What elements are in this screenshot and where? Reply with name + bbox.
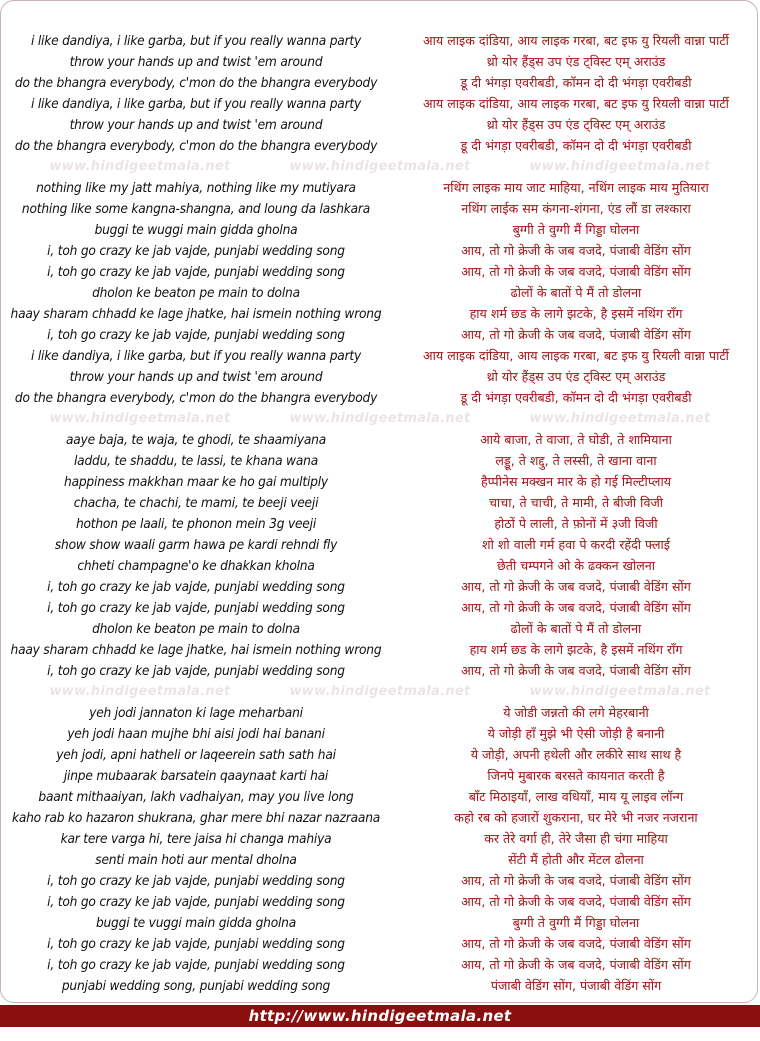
lyric-hindi: कहो रब को हजारों शुकराना, घर मेरे भी नजर नजराना	[454, 810, 698, 825]
lyric-line	[0, 534, 760, 555]
lyric-hindi: आय, तो गो क्रेजी के जब वजदे, पंजाबी वेडिंग सोंग	[461, 894, 691, 909]
lyric-hindi: आय, तो गो क्रेजी के जब वजदे, पंजाबी वेडिंग सोंग	[461, 579, 691, 594]
lyric-hindi: आय, तो गो क्रेजी के जब वजदे, पंजाबी वेडिंग सोंग	[461, 243, 691, 258]
lyric-line	[0, 51, 760, 72]
lyric-line	[0, 261, 760, 282]
lyric-hindi: बाँट मिठाइयाँ, लाख वधियाँ, माय यू लाइव लॉन्ग	[468, 789, 684, 804]
lyric-english: i, toh go crazy ke jab vajde, punjabi wedding song	[47, 326, 345, 343]
stanza	[0, 702, 760, 996]
footer-url[interactable]: http://www.hindigeetmala.net	[248, 1007, 512, 1025]
lyric-line	[0, 114, 760, 135]
lyric-line	[0, 303, 760, 324]
stanza	[0, 429, 760, 681]
lyric-hindi: बुग्गी ते वुग्गी मैं गिड्डा घोलना	[512, 222, 640, 237]
lyric-english: senti main hoti aur mental dholna	[95, 851, 297, 868]
lyric-hindi: ढोलों के बातों पे मैं तो डोलना	[510, 621, 642, 636]
lyric-english: dholon ke beaton pe main to dolna	[92, 284, 300, 301]
watermark-row	[0, 156, 760, 177]
lyric-hindi: ये जोड़ी हाँ मुझे भी ऐसी जोड़ी है बनानी	[487, 726, 665, 741]
lyric-line	[0, 618, 760, 639]
watermark-text: www.hindigeetmala.net	[529, 411, 711, 426]
lyric-line	[0, 828, 760, 849]
lyric-hindi: ये जोडी जन्नतो की लगे मेहरबानी	[503, 705, 649, 720]
watermark-text: www.hindigeetmala.net	[49, 411, 231, 426]
lyric-line	[0, 723, 760, 744]
lyric-hindi: सेंटी मैं होती और मेंटल ढोलना	[508, 852, 644, 867]
lyric-english: punjabi wedding song, punjabi wedding song	[61, 977, 331, 994]
lyric-hindi: आय लाइक दांडिया, आय लाइक गरबा, बट इफ यु रियली वान्ना पार्टी	[423, 33, 729, 48]
lyric-english: i, toh go crazy ke jab vajde, punjabi wedding song	[47, 935, 345, 952]
lyric-english: nothing like my jatt mahiya, nothing like my mutiyara	[36, 179, 356, 196]
lyric-hindi: हाय शर्म छड के लागे झटके, है इसमें नथिंग रॉंग	[469, 642, 683, 657]
lyric-english: i, toh go crazy ke jab vajde, punjabi wedding song	[47, 956, 345, 973]
lyric-line	[0, 660, 760, 681]
lyric-hindi: हाय शर्म छड के लागे झटके, है इसमें नथिंग रॉंग	[469, 306, 683, 321]
lyric-english: yeh jodi haan mujhe bhi aisi jodi hai banani	[67, 725, 325, 742]
lyric-hindi: आय, तो गो क्रेजी के जब वजदे, पंजाबी वेडिंग सोंग	[461, 327, 691, 342]
lyric-hindi: कर तेरे वर्गा ही, तेरे जैसा ही चंगा माहिया	[484, 831, 668, 846]
lyric-english: i like dandiya, i like garba, but if you really wanna party	[30, 32, 362, 49]
lyric-hindi: आय, तो गो क्रेजी के जब वजदे, पंजाबी वेडिंग सोंग	[461, 936, 691, 951]
lyric-line	[0, 93, 760, 114]
lyric-hindi: आय, तो गो क्रेजी के जब वजदे, पंजाबी वेडिंग सोंग	[461, 873, 691, 888]
lyric-hindi: आय, तो गो क्रेजी के जब वजदे, पंजाबी वेडिंग सोंग	[461, 264, 691, 279]
lyric-hindi: होठों पे लाली, ते फ़ोनों में ३जी विजी	[494, 516, 658, 531]
lyric-line	[0, 345, 760, 366]
lyric-english: yeh jodi jannaton ki lage meharbani	[89, 704, 303, 721]
lyric-line	[0, 219, 760, 240]
lyric-hindi: आय, तो गो क्रेजी के जब वजदे, पंजाबी वेडिंग सोंग	[461, 957, 691, 972]
lyric-hindi: छेती चम्पगने ओ के ढक्कन खोलना	[496, 558, 656, 573]
lyric-line	[0, 366, 760, 387]
watermark-row	[0, 408, 760, 429]
lyric-line	[0, 282, 760, 303]
lyric-line	[0, 807, 760, 828]
lyric-line	[0, 198, 760, 219]
lyric-hindi: शो शो वाली गर्म हवा पे करदी रहेंदी फ्लाई	[482, 537, 670, 552]
watermark-text: www.hindigeetmala.net	[49, 684, 231, 699]
lyric-hindi: आय लाइक दांडिया, आय लाइक गरबा, बट इफ यु रियली वान्ना पार्टी	[423, 96, 729, 111]
lyric-hindi: चाचा, ते चाची, ते मामी, ते बीजी विजी	[488, 495, 664, 510]
lyric-english: do the bhangra everybody, c'mon do the bhangra everybody	[14, 74, 378, 91]
lyric-english: do the bhangra everybody, c'mon do the bhangra everybody	[14, 137, 378, 154]
lyric-hindi: बुग्गी ते वुग्गी मैं गिड्डा घोलना	[512, 915, 640, 930]
lyric-hindi: पंजाबी वेडिंग सोंग, पंजाबी वेडिंग सोंग	[490, 978, 662, 993]
lyric-hindi: डू दी भंगड़ा एवरीबडी, कॉमन दो दी भंगड़ा एवरीबडी	[460, 75, 692, 90]
lyric-english: yeh jodi, apni hatheli or laqeerein sath sath hai	[56, 746, 336, 763]
lyric-hindi: लड्डू, ते शद्दु, ते लस्सी, ते खाना वाना	[495, 453, 657, 468]
lyric-english: haay sharam chhadd ke lage jhatke, hai ismein nothing wrong	[10, 641, 382, 658]
lyric-hindi: आये बाजा, ते वाजा, ते घोडी, ते शामियाना	[480, 432, 672, 447]
lyric-line	[0, 429, 760, 450]
lyric-line	[0, 849, 760, 870]
lyric-line	[0, 135, 760, 156]
watermark-text: www.hindigeetmala.net	[529, 684, 711, 699]
lyric-english: i, toh go crazy ke jab vajde, punjabi wedding song	[47, 893, 345, 910]
lyric-english: haay sharam chhadd ke lage jhatke, hai ismein nothing wrong	[10, 305, 382, 322]
lyric-line	[0, 765, 760, 786]
stanza	[0, 177, 760, 408]
lyric-hindi: आय लाइक दांडिया, आय लाइक गरबा, बट इफ यु रियली वान्ना पार्टी	[423, 348, 729, 363]
lyric-line	[0, 177, 760, 198]
lyric-line	[0, 324, 760, 345]
lyric-english: i like dandiya, i like garba, but if you really wanna party	[30, 347, 362, 364]
lyric-line	[0, 870, 760, 891]
lyric-english: i, toh go crazy ke jab vajde, punjabi wedding song	[47, 872, 345, 889]
lyric-line	[0, 975, 760, 996]
lyric-english: nothing like some kangna-shangna, and loung da lashkara	[21, 200, 371, 217]
watermark-text: www.hindigeetmala.net	[289, 411, 471, 426]
lyric-english: throw your hands up and twist 'em around	[69, 368, 323, 385]
lyric-english: kar tere varga hi, tere jaisa hi changa mahiya	[60, 830, 332, 847]
lyric-english: kaho rab ko hazaron shukrana, ghar mere bhi nazar nazraana	[11, 809, 381, 826]
lyric-line	[0, 450, 760, 471]
lyric-line	[0, 639, 760, 660]
lyric-line	[0, 744, 760, 765]
lyric-line	[0, 891, 760, 912]
lyric-english: happiness makkhan maar ke ho gai multiply	[64, 473, 328, 490]
watermark-text: www.hindigeetmala.net	[529, 159, 711, 174]
lyric-english: laddu, te shaddu, te lassi, te khana wana	[73, 452, 319, 469]
lyric-hindi: हैप्पीनेस मक्खन मार के हो गई मिल्टीप्लाय	[480, 474, 672, 489]
watermark-text: www.hindigeetmala.net	[49, 159, 231, 174]
lyric-hindi: जिनपे मुबारक बरसते कायनात करती है	[487, 768, 665, 783]
lyric-english: do the bhangra everybody, c'mon do the bhangra everybody	[14, 389, 378, 406]
lyric-hindi: आय, तो गो क्रेजी के जब वजदे, पंजाबी वेडिंग सोंग	[461, 663, 691, 678]
lyric-hindi: डू दी भंगड़ा एवरीबडी, कॉमन दो दी भंगड़ा एवरीबडी	[460, 138, 692, 153]
lyric-line	[0, 597, 760, 618]
lyric-line	[0, 786, 760, 807]
lyric-english: i, toh go crazy ke jab vajde, punjabi wedding song	[47, 662, 345, 679]
lyric-english: i like dandiya, i like garba, but if you really wanna party	[30, 95, 362, 112]
lyric-english: i, toh go crazy ke jab vajde, punjabi wedding song	[47, 578, 345, 595]
lyric-line	[0, 72, 760, 93]
lyric-english: throw your hands up and twist 'em around	[69, 53, 323, 70]
watermark-text: www.hindigeetmala.net	[289, 684, 471, 699]
lyric-line	[0, 387, 760, 408]
lyrics-body	[0, 30, 760, 996]
lyric-hindi: डू दी भंगड़ा एवरीबडी, कॉमन दो दी भंगड़ा एवरीबडी	[460, 390, 692, 405]
watermark-text: www.hindigeetmala.net	[289, 159, 471, 174]
lyric-english: buggi te wuggi main gidda gholna	[94, 221, 298, 238]
lyric-line	[0, 471, 760, 492]
lyric-line	[0, 933, 760, 954]
lyric-english: aaye baja, te waja, te ghodi, te shaamiyana	[65, 431, 327, 448]
lyric-hindi: थ्रो योर हैंड्स उप एंड ट्विस्ट एम् अराउंड	[486, 369, 666, 384]
lyric-line	[0, 912, 760, 933]
lyric-english: chheti champagne'o ke dhakkan kholna	[77, 557, 315, 574]
lyric-line	[0, 555, 760, 576]
watermark-row	[0, 681, 760, 702]
lyric-hindi: ढोलों के बातों पे मैं तो डोलना	[510, 285, 642, 300]
lyric-hindi: ये जोड़ी, अपनी हथेली और लकीरे साथ साथ है	[470, 747, 682, 762]
lyric-english: dholon ke beaton pe main to dolna	[92, 620, 300, 637]
lyric-english: show show waali garm hawa pe kardi rehndi fly	[54, 536, 338, 553]
footer-bar	[0, 1005, 760, 1027]
lyric-hindi: थ्रो योर हैंड्स उप एंड ट्विस्ट एम् अराउंड	[486, 117, 666, 132]
lyric-hindi: नथिंग लाईक सम कंगना-शंगना, एंड लौं डा लश्कारा	[461, 201, 691, 216]
lyric-line	[0, 492, 760, 513]
lyric-line	[0, 240, 760, 261]
lyric-english: buggi te vuggi main gidda gholna	[95, 914, 297, 931]
lyric-line	[0, 702, 760, 723]
lyric-english: baant mithaaiyan, lakh vadhaiyan, may you live long	[38, 788, 354, 805]
lyric-english: jinpe mubaarak barsatein qaaynaat karti hai	[63, 767, 329, 784]
lyric-english: i, toh go crazy ke jab vajde, punjabi wedding song	[47, 599, 345, 616]
lyric-english: chacha, te chachi, te mami, te beeji veeji	[73, 494, 319, 511]
lyric-hindi: थ्रो योर हैंड्स उप एंड ट्विस्ट एम् अराउंड	[486, 54, 666, 69]
lyric-english: throw your hands up and twist 'em around	[69, 116, 323, 133]
lyric-hindi: आय, तो गो क्रेजी के जब वजदे, पंजाबी वेडिंग सोंग	[461, 600, 691, 615]
lyric-hindi: नथिंग लाइक माय जाट माहिया, नथिंग लाइक माय मुतियारा	[443, 180, 709, 195]
lyric-line	[0, 954, 760, 975]
lyric-line	[0, 576, 760, 597]
lyric-english: i, toh go crazy ke jab vajde, punjabi wedding song	[47, 242, 345, 259]
lyric-english: i, toh go crazy ke jab vajde, punjabi wedding song	[47, 263, 345, 280]
lyric-line	[0, 30, 760, 51]
lyric-line	[0, 513, 760, 534]
lyric-english: hothon pe laali, te phonon mein 3g veeji	[75, 515, 317, 532]
stanza	[0, 30, 760, 156]
